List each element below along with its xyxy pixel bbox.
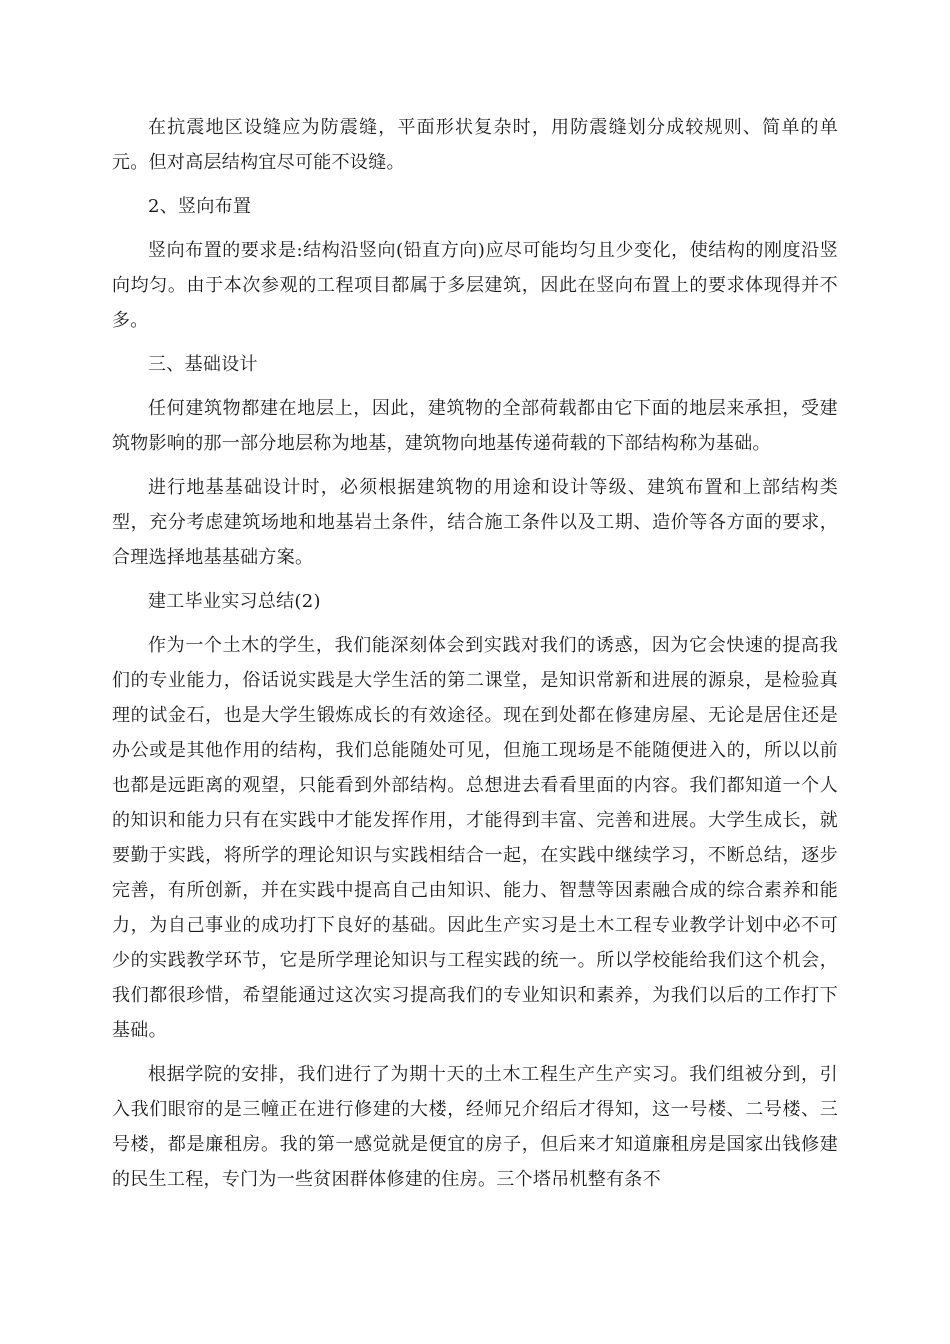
paragraph-foundation-design: 进行地基基础设计时，必须根据建筑物的用途和设计等级、建筑布置和上部结构类型，充分考虑建筑场地和地基岩土条件，结合施工条件以及工期、造价等各方面的要求，合理选择地基基础方案。	[112, 477, 838, 568]
heading-vertical-layout: 2、竖向布置	[148, 196, 252, 217]
paragraph-internship-intro: 作为一个土木的学生，我们能深刻体会到实践对我们的诱惑，因为它会快速的提高我们的专业能力，俗话说实践是大学生活的第二课堂，是知识常新和进展的源泉，是检验真理的试金石，也是大学生锻炼成长的有效途径。现在到处都在修建房屋、无论是居住还是办公或是其他作用的结构，我们总能随处可见，但施工现场是不能随便进入的，所以以前也都是远距离的观望，只能看到外部结构。总想进去看看里面的内容。我们都知道一个人的知识和能力只有在实践中才能发挥作用，才能得到丰富、完善和进展。大学生成长，就要勤于实践，将所学的理论知识与实践相结合一起，在实践中继续学习，不断总结，逐步完善，有所创新，并在实践中提高自己由知识、能力、智慧等因素融合成的综合素养和能力，为自己事业的成功打下良好的基础。因此生产实习是土木工程专业教学计划中必不可少的实践教学环节，它是所学理论知识与工程实践的统一。所以学校能给我们这个机会，我们都很珍惜，希望能通过这次实习提高我们的专业知识和素养，为我们以后的工作打下基础。	[112, 635, 838, 1041]
heading-foundation-design: 三、基础设计	[148, 354, 258, 375]
document-page	[112, 110, 838, 1206]
paragraph-seismic-joint: 在抗震地区设缝应为防震缝，平面形状复杂时，用防震缝划分成较规则、简单的单元。但对高层结构宜尽可能不设缝。	[112, 117, 838, 173]
paragraph-foundation-definition: 任何建筑物都建在地层上，因此，建筑物的全部荷载都由它下面的地层来承担，受建筑物影响的那一部分地层称为地基，建筑物向地基传递荷载的下部结构称为基础。	[112, 398, 838, 454]
paragraph-internship-arrangement: 根据学院的安排，我们进行了为期十天的土木工程生产生产实习。我们组被分到，引入我们眼帘的是三幢正在进行修建的大楼，经师兄介绍后才得知，这一号楼、二号楼、三号楼，都是廉租房。我的第一感觉就是便宜的房子，但后来才知道廉租房是国家出钱修建的民生工程，专门为一些贫困群体修建的住房。三个塔吊机整有条不	[112, 1064, 838, 1190]
paragraph-vertical-layout: 竖向布置的要求是:结构沿竖向(铅直方向)应尽可能均匀且少变化，使结构的刚度沿竖向均匀。由于本次参观的工程项目都属于多层建筑，因此在竖向布置上的要求体现得并不多。	[112, 240, 838, 331]
heading-internship-summary: 建工毕业实习总结(2)	[148, 591, 321, 612]
